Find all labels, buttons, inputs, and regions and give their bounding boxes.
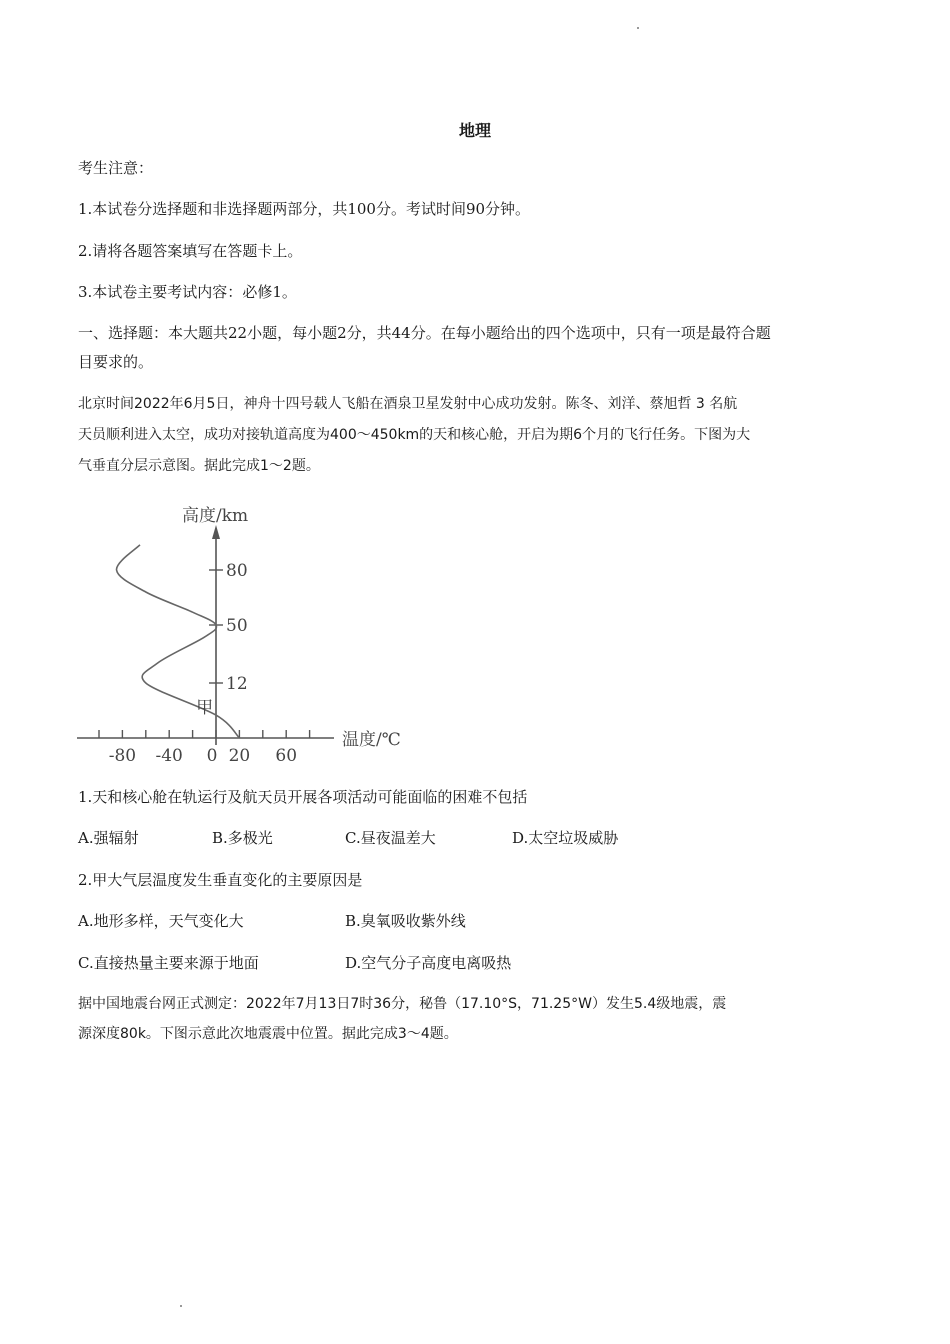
y-axis-title: 高度/km <box>182 506 249 526</box>
atmosphere-layer-chart <box>72 495 432 775</box>
x-tick-label: 0 <box>206 746 218 766</box>
passage-2-line-1: 据中国地震台网正式测定：2022年7月13日7时36分，秘鲁（17.10°S，71.25°W）发生5.4级地震，震 <box>78 996 727 1012</box>
notice-item-3: 3.本试卷主要考试内容：必修1。 <box>78 283 297 301</box>
footer-mark <box>180 1305 182 1307</box>
q2-option-b[interactable]: B.臭氧吸收紫外线 <box>345 912 466 930</box>
passage-1-line-1: 北京时间2022年6月5日，神舟十四号载人飞船在酒泉卫星发射中心成功发射。陈冬、刘洋、蔡旭哲 3 名航 <box>78 396 738 412</box>
notice-heading: 考生注意： <box>78 159 154 177</box>
notice-item-2: 2.请将各题答案填写在答题卡上。 <box>78 242 303 260</box>
q2-option-d[interactable]: D.空气分子高度电离吸热 <box>345 954 512 972</box>
passage-1-line-2: 天员顺利进入太空，成功对接轨道高度为400～450km的天和核心舱，开启为期6个月的飞行任务。下图为大 <box>78 427 751 443</box>
section-heading-line-1: 一、选择题：本大题共22小题，每小题2分，共44分。在每小题给出的四个选项中，只有一项是最符合题 <box>78 324 771 342</box>
x-tick-label: -40 <box>155 746 183 766</box>
passage-2-line-2: 源深度80k。下图示意此次地震震中位置。据此完成3～4题。 <box>78 1026 458 1042</box>
y-tick-label: 80 <box>226 561 248 581</box>
q1-option-c[interactable]: C.昼夜温差大 <box>345 829 436 847</box>
q1-option-d[interactable]: D.太空垃圾威胁 <box>512 829 619 847</box>
x-axis-title: 温度/℃ <box>342 730 401 750</box>
q2-option-c[interactable]: C.直接热量主要来源于地面 <box>78 954 259 972</box>
question-2-stem: 2.甲大气层温度发生垂直变化的主要原因是 <box>78 871 363 889</box>
x-tick-label: 60 <box>275 746 298 766</box>
x-tick-label: -80 <box>108 746 137 766</box>
y-tick-label: 12 <box>226 674 248 694</box>
passage-1-line-3: 气垂直分层示意图。据此完成1～2题。 <box>78 458 320 474</box>
notice-item-1: 1.本试卷分选择题和非选择题两部分，共100分。考试时间90分钟。 <box>78 200 531 218</box>
question-1-stem: 1.天和核心舱在轨运行及航天员开展各项活动可能面临的困难不包括 <box>78 788 528 806</box>
q1-option-a[interactable]: A.强辐射 <box>78 829 139 847</box>
y-axis-arrow <box>212 525 220 539</box>
q2-option-a[interactable]: A.地形多样，天气变化大 <box>78 912 244 930</box>
temperature-curve <box>117 545 240 738</box>
y-tick-label: 50 <box>226 616 248 636</box>
corner-mark <box>637 27 639 29</box>
x-tick-label: 20 <box>228 746 251 766</box>
layer-label-jia: 甲 <box>196 698 214 719</box>
q1-option-b[interactable]: B.多极光 <box>212 829 273 847</box>
page-title: 地理 <box>458 121 491 140</box>
section-heading-line-2: 目要求的。 <box>78 353 154 371</box>
